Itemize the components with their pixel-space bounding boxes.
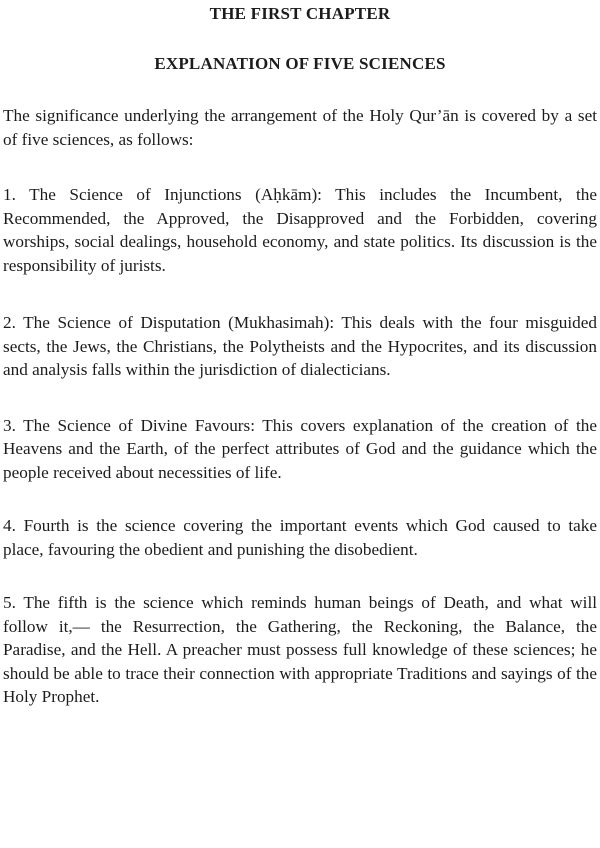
science-disputation-paragraph: 2. The Science of Disputation (Mukhasimah): This deals with the four misguided sects, the Jews, the Christians, the Polytheists and the Hypocrites, and its discussion and analysis falls within the jurisdiction of dialecticians. xyxy=(3,313,597,379)
science-death-reminder-paragraph: 5. The fifth is the science which reminds human beings of Death, and what will follow it,— the Resurrection, the Gathering, the Reckoning, the Balance, the Paradise, and the Hell. A preacher must possess full knowledge of these sciences; he should be able to trace their connection with appropriate Traditions and sayings of the Holy Prophet. xyxy=(3,593,597,706)
science-divine-favours-paragraph: 3. The Science of Divine Favours: This covers explanation of the creation of the Heavens and the Earth, of the perfect attributes of God and the guidance which the people received about necessities of life. xyxy=(3,415,597,482)
chapter-heading: THE FIRST CHAPTER xyxy=(209,4,391,23)
science-events-paragraph: 4. Fourth is the science covering the important events which God caused to take place, favouring the obedient and punishing the disobedient. xyxy=(3,516,597,559)
intro-paragraph: The significance underlying the arrangement of the Holy Qur’ān is covered by a set of five sciences, as follows: xyxy=(3,106,597,149)
section-title: EXPLANATION OF FIVE SCIENCES xyxy=(154,54,446,73)
science-injunctions-paragraph: 1. The Science of Injunctions (Aḥkām): This includes the Incumbent, the Recommended, the Approved, the Disapproved and the Forbidden, covering worships, social dealings, household economy, and state politics. Its discussion is the responsibility of jurists. xyxy=(3,185,597,275)
